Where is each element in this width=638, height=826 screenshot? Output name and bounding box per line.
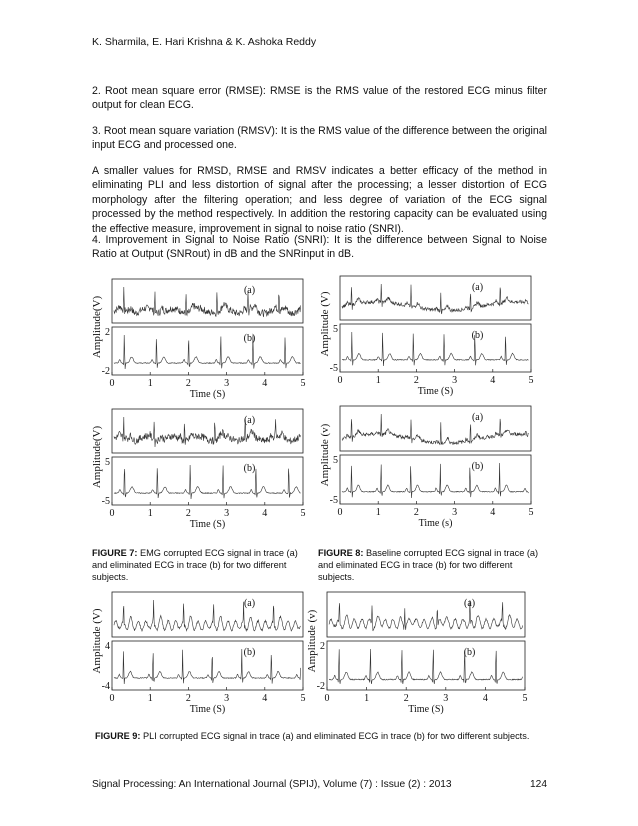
trace-label-a: (a) <box>243 415 256 426</box>
figure-8-bottom-plot <box>318 402 543 534</box>
x-tick-label: 1 <box>375 507 381 518</box>
y-tick-label: 5 <box>333 324 338 335</box>
trace-label-b: (b) <box>243 333 256 344</box>
plot-frame-a <box>112 279 303 323</box>
plot-frame-a <box>112 409 303 453</box>
trace-label-a: (a) <box>471 282 484 293</box>
plot-frame-b <box>112 327 303 375</box>
y-tick-label: 2 <box>320 641 325 652</box>
figure-9-right-plot <box>305 588 537 720</box>
x-tick-label: 2 <box>413 507 419 518</box>
x-tick-label: 0 <box>324 693 330 704</box>
y-tick-label: 5 <box>333 455 338 466</box>
x-tick-label: 4 <box>262 693 268 704</box>
x-tick-label: 0 <box>337 507 343 518</box>
plot-frame-a <box>340 276 531 320</box>
paragraph-snri: 4. Improvement in Signal to Noise Ratio (SNRI): It is the difference between Signal to Noise Ratio at Output (SNRout) in dB and the SNRinput in dB. <box>92 234 547 261</box>
y-axis-label: Amplitude (v) <box>306 609 318 673</box>
trace-label-b: (b) <box>463 647 476 658</box>
x-tick-label: 1 <box>364 693 370 704</box>
trace-label-b: (b) <box>471 461 484 472</box>
x-tick-label: 3 <box>452 507 458 518</box>
x-tick-label: 0 <box>109 378 115 389</box>
y-tick-label: -2 <box>101 366 110 377</box>
figure-8-caption-text: Baseline corrupted ECG signal in trace (a) and eliminated ECG in trace (b) for two different subjects. <box>318 548 539 582</box>
trace-label-b: (b) <box>471 330 484 341</box>
y-tick-label: -5 <box>101 496 110 507</box>
x-axis-label: Time (S) <box>189 704 226 715</box>
paragraph-discussion: A smaller values for RMSD, RMSE and RMSV indicates a better efficacy of the method in eliminating PLI and less distortion of signal after the processing; a lesser distortion of ECG morphology after the filtering operation; and less degree of variation of the ECG signal processed by the method respectively. In addition the restoring capacity can be evaluated using the effective measure, improvement in signal to noise ratio (SNRI). <box>92 165 547 235</box>
x-tick-label: 2 <box>403 693 409 704</box>
paragraph-rmse: 2. Root mean square error (RMSE): RMSE is the RMS value of the restored ECG minus filter output for clean ECG. <box>92 85 547 112</box>
y-tick-label: -4 <box>101 681 110 692</box>
x-tick-label: 3 <box>443 693 449 704</box>
y-axis-label: Amplitude (v) <box>319 423 331 487</box>
x-tick-label: 4 <box>490 507 496 518</box>
x-tick-label: 4 <box>482 693 488 704</box>
y-tick-label: -5 <box>329 363 338 374</box>
plot-frame-a <box>340 406 531 451</box>
x-axis-label: Time (S) <box>189 389 226 400</box>
x-tick-label: 0 <box>109 693 115 704</box>
plot-frame-b <box>112 457 303 505</box>
x-tick-label: 4 <box>262 508 268 519</box>
x-tick-label: 2 <box>185 508 191 519</box>
paragraph-rmsv: 3. Root mean square variation (RMSV): It is the RMS value of the difference between the original input ECG and processed one. <box>92 125 547 152</box>
x-tick-label: 3 <box>452 375 458 386</box>
x-tick-label: 4 <box>262 378 268 389</box>
y-axis-label: Amplitude (V) <box>91 608 103 674</box>
x-tick-label: 3 <box>224 508 230 519</box>
y-tick-label: 5 <box>105 457 110 468</box>
plot-frame-b <box>112 641 303 690</box>
figure-9-label: FIGURE 9: <box>95 731 141 741</box>
figure-7-label: FIGURE 7: <box>92 548 138 558</box>
figure-7-top-plot <box>90 275 315 405</box>
x-tick-label: 1 <box>147 378 153 389</box>
x-tick-label: 2 <box>185 693 191 704</box>
figure-9-caption <box>95 730 545 742</box>
trace-label-a: (a) <box>471 412 484 423</box>
x-tick-label: 5 <box>528 507 534 518</box>
x-tick-label: 2 <box>413 375 419 386</box>
figure-8-top-plot <box>318 272 543 402</box>
x-tick-label: 5 <box>300 508 306 519</box>
figure-7-bottom-plot <box>90 405 315 535</box>
plot-frame-b <box>327 641 525 690</box>
x-tick-label: 1 <box>375 375 381 386</box>
y-axis-label: Amplitude (V) <box>319 291 331 357</box>
x-tick-label: 3 <box>224 693 230 704</box>
trace-label-a: (a) <box>243 598 256 609</box>
figure-9-caption-text: PLI corrupted ECG signal in trace (a) and eliminated ECG in trace (b) for two different subjects. <box>140 731 530 741</box>
y-axis-label: Amplitude(V) <box>91 425 103 489</box>
x-tick-label: 2 <box>185 378 191 389</box>
x-axis-label: Time (s) <box>418 518 453 529</box>
x-tick-label: 5 <box>300 378 306 389</box>
trace-label-b: (b) <box>243 463 256 474</box>
figure-7-caption <box>92 547 310 583</box>
y-tick-label: -2 <box>316 681 325 692</box>
page-number: 124 <box>530 779 547 790</box>
x-tick-label: 3 <box>224 378 230 389</box>
trace-label-a: (a) <box>243 285 256 296</box>
figure-8-label: FIGURE 8: <box>318 548 364 558</box>
y-tick-label: 4 <box>105 641 110 652</box>
page-footer <box>92 779 547 790</box>
x-axis-label: Time (S) <box>408 704 444 715</box>
y-tick-label: -5 <box>329 495 338 506</box>
plot-frame-b <box>340 324 531 372</box>
trace-label-b: (b) <box>243 647 256 658</box>
x-tick-label: 1 <box>147 693 153 704</box>
x-tick-label: 0 <box>337 375 343 386</box>
figure-8-caption <box>318 547 543 583</box>
x-tick-label: 5 <box>528 375 534 386</box>
y-axis-label: Amplitude(V) <box>91 295 103 359</box>
figure-7-caption-text: EMG corrupted ECG signal in trace (a) and eliminated ECG in trace (b) for two different subjects. <box>92 548 298 582</box>
x-tick-label: 5 <box>522 693 528 704</box>
running-header: K. Sharmila, E. Hari Krishna & K. Ashoka Reddy <box>92 36 317 48</box>
figure-9-left-plot <box>90 588 315 720</box>
x-tick-label: 0 <box>109 508 115 519</box>
x-tick-label: 4 <box>490 375 496 386</box>
plot-frame-b <box>340 455 531 504</box>
y-tick-label: 2 <box>105 327 110 338</box>
x-axis-label: Time (S) <box>189 519 226 530</box>
x-axis-label: Time (S) <box>417 386 454 397</box>
footer-journal: Signal Processing: An International Journal (SPIJ), Volume (7) : Issue (2) : 2013 <box>92 779 452 790</box>
plot-frame-a <box>327 592 525 637</box>
x-tick-label: 1 <box>147 508 153 519</box>
x-tick-label: 5 <box>300 693 306 704</box>
trace-label-a: (a) <box>464 598 476 609</box>
plot-frame-a <box>112 592 303 637</box>
